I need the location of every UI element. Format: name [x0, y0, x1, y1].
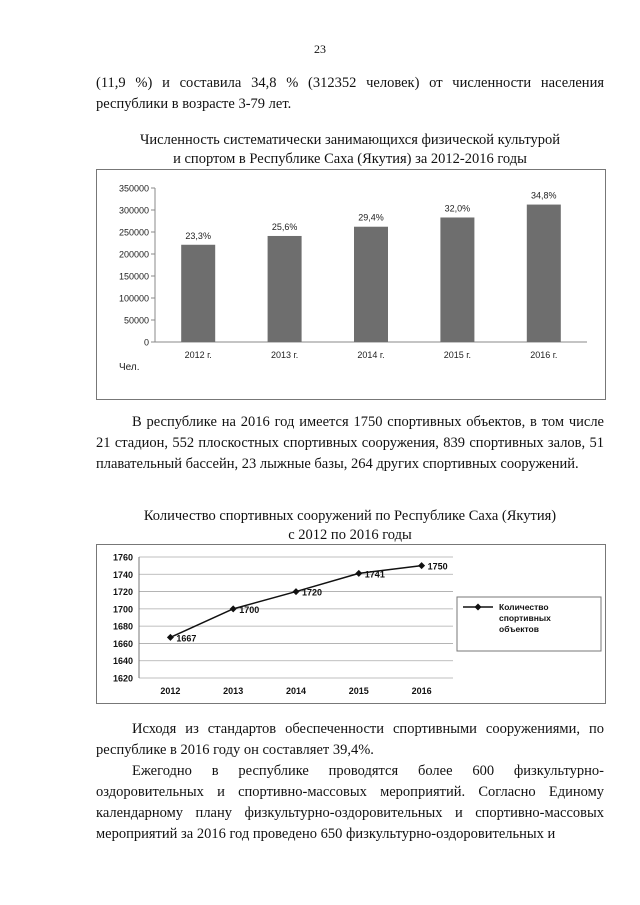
- bar-chart: [97, 170, 605, 399]
- line-legend: [457, 597, 601, 651]
- bar-y-tick-label: 300000: [118, 205, 149, 216]
- paragraph-4: Ежегодно в республике проводятся более 600 физкультурно-оздоровительных и спортивно-массовых мероприятий. Согласно Единому календарному плану физкультурно-оздоровительных и спортивно-массовых мероприятий за 2016 год проведено 650 физкультурно-оздоровительных и: [96, 763, 604, 842]
- line-data-label: 1667: [176, 633, 197, 644]
- bar-x-tick-label: 2016 г.: [530, 350, 558, 360]
- chart2-title: [96, 507, 604, 545]
- bar-y-tick-label: 50000: [123, 315, 149, 326]
- line-data-label: 1720: [302, 587, 323, 598]
- series-marker: [230, 605, 237, 612]
- line-y-tick-label: 1640: [112, 656, 133, 667]
- line-y-tick-label: 1740: [112, 569, 133, 580]
- legend-label: объектов: [499, 624, 539, 634]
- bar: [527, 205, 561, 342]
- line-x-tick-label: 2016: [411, 686, 432, 696]
- bar-y-tick-label: 0: [143, 337, 149, 348]
- chart2-title-line1: Количество спортивных сооружений по Республике Саха (Якутия): [143, 508, 557, 524]
- bar-y-tick-label: 100000: [118, 293, 149, 304]
- line-chart: [97, 545, 605, 703]
- bar-x-tick-label: 2012 г.: [184, 350, 212, 360]
- line-data-label: 1700: [239, 604, 260, 615]
- chart1-title: [96, 131, 604, 169]
- line-y-tick-label: 1620: [112, 673, 133, 684]
- legend-label: спортивных: [499, 613, 551, 623]
- paragraph-2: В республике на 2016 год имеется 1750 спортивных объектов, в том числе 21 стадион, 552 плоскостных спортивных сооружения, 839 спортивных залов, 51 плавательный бассейн, 23 лыжные базы, 264 других спортивных сооружений.: [96, 414, 604, 472]
- bar-x-tick-label: 2015 г.: [443, 350, 472, 360]
- bar-y-tick-label: 150000: [118, 271, 149, 282]
- chart1-title-line2: и спортом в Республике Саха (Якутия) за 2012-2016 годы: [173, 151, 527, 167]
- bar-unit-label: Чел.: [119, 362, 140, 373]
- bar: [268, 236, 302, 342]
- line-y-tick-label: 1760: [112, 552, 133, 563]
- line-y-tick-label: 1660: [112, 638, 133, 649]
- line-chart-frame: [96, 544, 606, 704]
- bar: [181, 245, 215, 342]
- bar-x-tick-label: 2014 г.: [357, 350, 385, 360]
- bar: [440, 217, 474, 342]
- line-x-tick-label: 2015: [348, 686, 369, 696]
- bar-data-label: 34,8%: [531, 190, 557, 201]
- chart2-title-line2: с 2012 по 2016 годы: [288, 527, 412, 543]
- bar: [354, 227, 388, 342]
- bar-y-tick-label: 200000: [118, 249, 149, 260]
- line-y-tick-label: 1700: [112, 604, 133, 615]
- line-x-tick-label: 2013: [223, 686, 244, 696]
- series-marker: [418, 562, 425, 569]
- line-x-tick-label: 2012: [160, 686, 181, 696]
- line-data-label: 1741: [364, 569, 385, 580]
- bar-data-label: 23,3%: [185, 230, 211, 241]
- bar-chart-frame: [96, 169, 606, 400]
- series-marker: [293, 588, 300, 595]
- page-number: 23: [314, 42, 326, 56]
- line-x-tick-label: 2014: [285, 686, 307, 696]
- bar-data-label: 32,0%: [444, 203, 471, 214]
- series-marker: [355, 570, 362, 577]
- line-data-label: 1750: [427, 561, 448, 572]
- line-y-tick-label: 1680: [112, 621, 133, 632]
- legend-label: Количество: [499, 602, 549, 612]
- paragraph-1: (11,9 %) и составила 34,8 % (312352 человек) от численности населения республики в возрасте 3-79 лет.: [96, 75, 604, 112]
- bar-y-tick-label: 250000: [118, 227, 149, 238]
- series-marker: [167, 634, 174, 641]
- bar-x-tick-label: 2013 г.: [270, 350, 299, 360]
- bar-data-label: 29,4%: [358, 212, 384, 223]
- paragraph-3: Исходя из стандартов обеспеченности спортивными сооружениями, по республике в 2016 году он составляет 39,4%.: [96, 721, 604, 758]
- bar-y-tick-label: 350000: [118, 183, 149, 194]
- bar-data-label: 25,6%: [271, 221, 298, 232]
- line-y-tick-label: 1720: [112, 587, 133, 598]
- chart1-title-line1: Численность систематически занимающихся физической культурой: [139, 132, 561, 148]
